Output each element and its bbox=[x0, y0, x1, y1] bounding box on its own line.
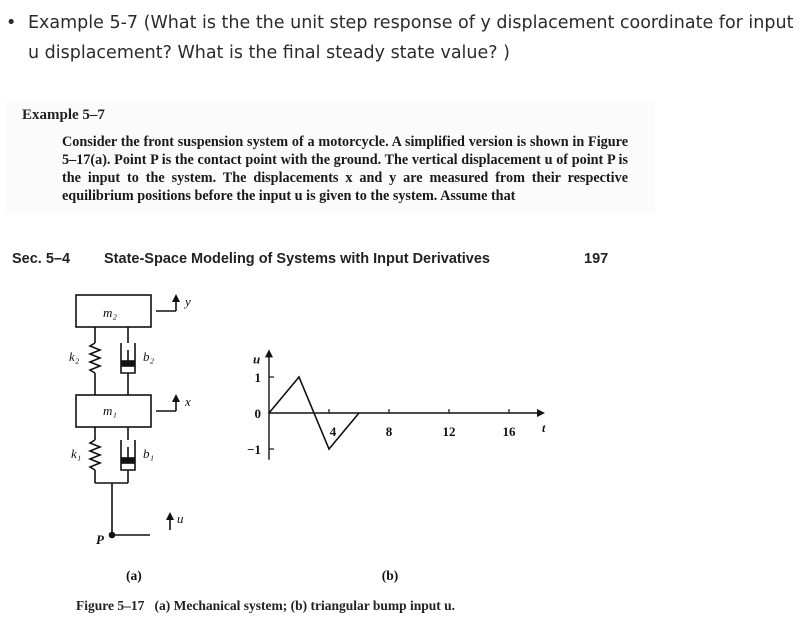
label-k2: k₂ bbox=[69, 349, 80, 364]
sublabel-b: (b) bbox=[381, 568, 399, 583]
label-m2: m₂ bbox=[103, 305, 117, 320]
label-p: P bbox=[96, 532, 104, 547]
label-m1: m₁ bbox=[103, 403, 117, 418]
section-title: State-Space Modeling of Systems with Input Derivatives bbox=[104, 251, 490, 267]
example-title: Example 5–7 bbox=[22, 107, 105, 123]
question-text: Example 5-7 (What is the the unit step response of y displacement coordinate for input u displacement? What is the final steady state value? ) bbox=[28, 13, 794, 63]
y-axis-label: u bbox=[253, 351, 261, 367]
mechanical-diagram bbox=[76, 295, 176, 538]
label-x: x bbox=[185, 394, 191, 409]
point-p-dot bbox=[110, 533, 115, 538]
label-b1: b₁ bbox=[143, 446, 155, 461]
x-tick-label: 16 bbox=[502, 424, 516, 439]
y-tick-label: 0 bbox=[254, 406, 261, 421]
x-tick-label: 4 bbox=[329, 424, 337, 439]
spring-k1 bbox=[90, 427, 100, 483]
label-y: y bbox=[185, 294, 191, 309]
x-tick-label: 8 bbox=[385, 424, 393, 439]
x-tick-label: 12 bbox=[442, 424, 456, 439]
label-u: u bbox=[177, 511, 184, 526]
sublabel-a: (a) bbox=[126, 568, 142, 583]
example-body: Consider the front suspension system of a motorcycle. A simplified version is shown in Figure 5–17(a). Point P is the contact point with the ground. The vertical displacement u of point P is the input to the system. The displacements x and y are measured from their respective equilibrium positions before the input u is given to the system. Assume that bbox=[62, 134, 628, 204]
damper-b1 bbox=[121, 427, 135, 483]
label-k1: k₁ bbox=[71, 446, 82, 461]
bullet-icon: • bbox=[6, 13, 17, 33]
label-b2: b₂ bbox=[143, 349, 155, 364]
caption-label: Figure 5–17 bbox=[76, 598, 145, 613]
data-point bbox=[298, 376, 300, 378]
x-axis-label: t bbox=[542, 421, 546, 435]
y-tick-label: −1 bbox=[247, 442, 261, 457]
spring-k2 bbox=[90, 327, 100, 395]
data-point bbox=[268, 412, 270, 414]
triangular-bump-chart bbox=[247, 351, 546, 583]
damper-b2 bbox=[121, 327, 135, 395]
figure-caption bbox=[76, 598, 455, 614]
data-point bbox=[328, 448, 330, 450]
data-point bbox=[358, 412, 360, 414]
y-tick-label: 1 bbox=[254, 370, 261, 385]
page-number: 197 bbox=[584, 251, 609, 267]
section-label: Sec. 5–4 bbox=[12, 251, 71, 267]
caption-text: (a) Mechanical system; (b) triangular bump input u. bbox=[154, 598, 456, 613]
